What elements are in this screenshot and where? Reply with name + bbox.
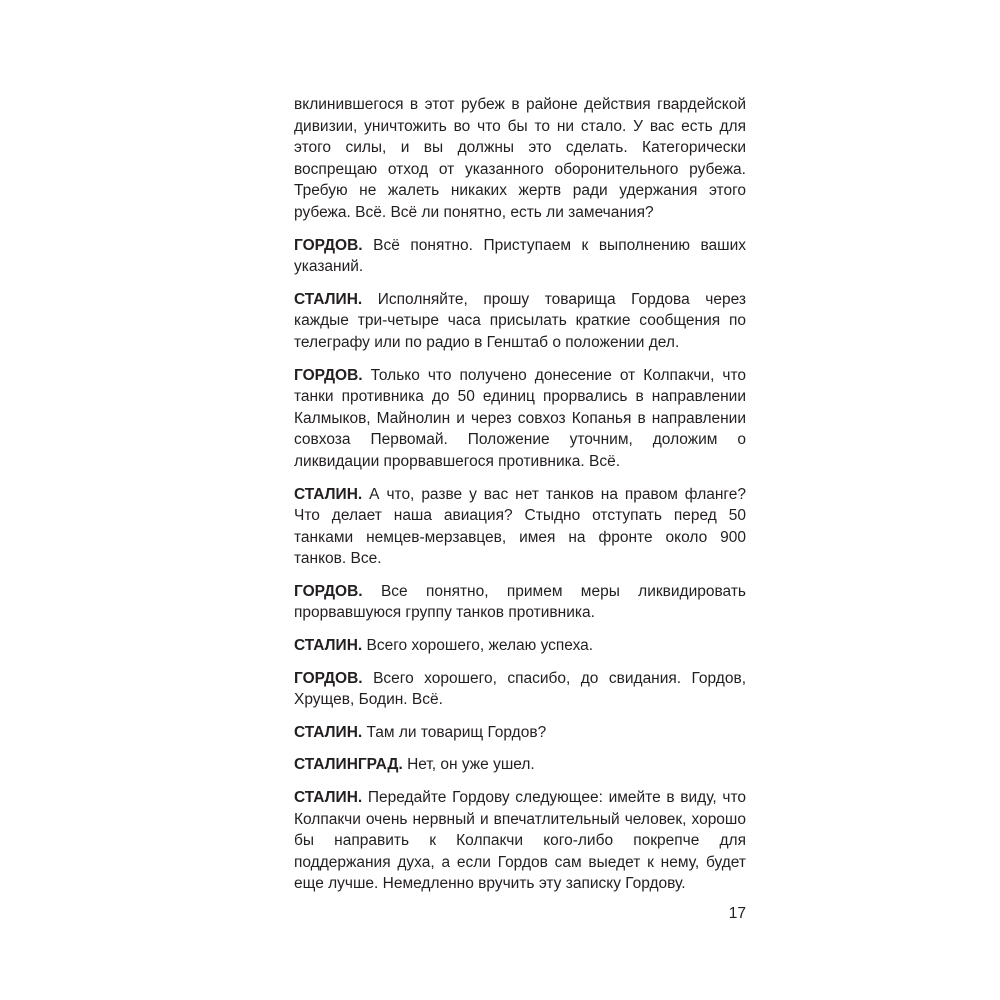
- dialogue-paragraph: [294, 365, 746, 473]
- dialogue-text: Нет, он уже ушел.: [407, 756, 535, 774]
- dialogue-text: Исполняйте, прошу товарища Гордова через каждые три-четыре часа присылать краткие сообщения по телеграфу или по радио в Генштаб о положении дел.: [294, 290, 746, 351]
- dialogue-paragraph: [294, 722, 746, 744]
- speaker-name: СТАЛИН.: [294, 290, 363, 308]
- dialogue-paragraph: [294, 581, 746, 624]
- dialogue-text: Всего хорошего, желаю успеха.: [366, 637, 594, 655]
- dialogue-text: Всё понятно. Приступаем к выполнению ваших указаний.: [294, 236, 746, 276]
- speaker-name: ГОРДОВ.: [294, 582, 363, 600]
- dialogue-text: А что, разве у вас нет танков на правом фланге? Что делает наша авиация? Стыдно отступать перед 50 танками немцев-мерзавцев, имея на фронте около 900 танков. Все.: [294, 485, 746, 568]
- speaker-name: ГОРДОВ.: [294, 669, 363, 687]
- speaker-name: СТАЛИН.: [294, 637, 363, 655]
- dialogue-text: Только что получено донесение от Колпакчи, что танки противника до 50 единиц прорвались в направлении Калмыков, Майнолин и через совхоз Копанья в направлении совхоза Первомай. Положение уточним, доложим о ликвидации прорвавшегося противника. Всё.: [294, 366, 746, 470]
- speaker-name: ГОРДОВ.: [294, 236, 363, 254]
- page-number: 17: [728, 905, 746, 922]
- page-text-block: [294, 94, 746, 895]
- dialogue-paragraph: [294, 289, 746, 354]
- speaker-name: СТАЛИН.: [294, 723, 363, 741]
- dialogue-paragraph: [294, 235, 746, 278]
- dialogue-paragraph: [294, 484, 746, 570]
- dialogue-paragraph: [294, 668, 746, 711]
- speaker-name: СТАЛИНГРАД.: [294, 756, 403, 774]
- dialogue-text: Там ли товарищ Гордов?: [366, 723, 547, 741]
- dialogue-text: Всего хорошего, спасибо, до свидания. Гордов, Хрущев, Бодин. Всё.: [294, 669, 746, 709]
- speaker-name: ГОРДОВ.: [294, 366, 363, 384]
- speaker-name: СТАЛИН.: [294, 789, 363, 807]
- dialogue-text: вклинившегося в этот рубеж в районе действия гвардейской дивизии, уничтожить во что бы то ни стало. У вас есть для этого силы, и вы должны это сделать. Категорически воспрещаю отход от указанного оборонительного рубежа. Требую не жалеть никаких жертв ради удержания этого рубежа. Всё. Всё ли понятно, есть ли замечания?: [294, 96, 746, 221]
- dialogue-text: Передайте Гордову следующее: имейте в виду, что Колпакчи очень нервный и впечатлительный человек, хорошо бы направить к Колпакчи кого-либо покрепче для поддержания духа, а если Гордов сам выедет к нему, будет еще лучше. Немедленно вручить эту записку Гордову.: [294, 789, 746, 893]
- dialogue-paragraph: [294, 787, 746, 895]
- dialogue-paragraph: [294, 635, 746, 657]
- dialogue-paragraph: [294, 94, 746, 224]
- speaker-name: СТАЛИН.: [294, 485, 363, 503]
- dialogue-text: Все понятно, примем меры ликвидировать прорвавшуюся группу танков противника.: [294, 582, 747, 622]
- dialogue-paragraph: [294, 754, 746, 776]
